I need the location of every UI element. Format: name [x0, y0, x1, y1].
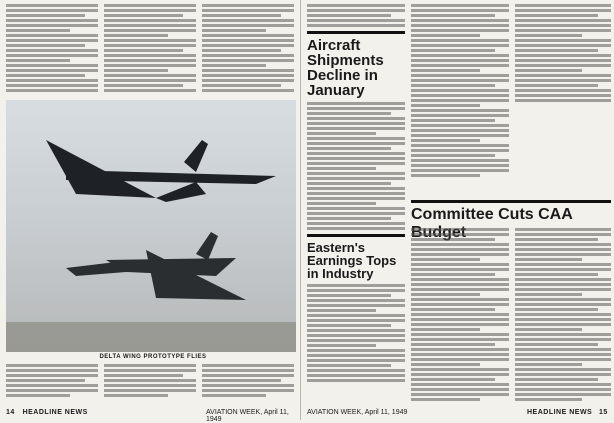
right-page-footer [307, 409, 611, 416]
article-headline-eastern: Eastern's Earnings Tops in Industry [307, 234, 405, 280]
text-column-1 [6, 4, 98, 94]
right-page [301, 0, 614, 420]
left-page-footer [6, 409, 294, 423]
budget-column-b [515, 228, 611, 403]
right-column-2 [411, 4, 509, 179]
page-number-right: 15 [599, 409, 608, 416]
publication-date: AVIATION WEEK, April 11, 1949 [206, 409, 289, 423]
publication-date-right: AVIATION WEEK, April 11, 1949 [307, 409, 408, 416]
lower-delta-aircraft [66, 232, 246, 300]
caption-column-3 [202, 364, 294, 399]
article-headline-shipments: Aircraft Shipments Decline in January [307, 31, 405, 98]
delta-wing-aircraft-photo [6, 100, 296, 352]
caption-column-1 [6, 364, 98, 399]
upper-delta-aircraft [46, 140, 276, 202]
budget-column-a [411, 228, 509, 403]
caption-column-2 [104, 364, 196, 399]
text-column-2 [104, 4, 196, 94]
aircraft-illustration [6, 100, 296, 352]
right-column-1 [307, 4, 405, 384]
left-page [0, 0, 301, 423]
section-name: HEADLINE NEWS [22, 409, 88, 416]
text-column-3 [202, 4, 294, 94]
photo-caption-title: DELTA WING PROTOTYPE FLIES [99, 354, 207, 360]
article-headline-caa-budget: Committee Cuts CAA [411, 206, 573, 223]
section-name-right: HEADLINE NEWS [527, 409, 593, 416]
page-number: 14 [6, 409, 15, 416]
right-column-3 [515, 4, 611, 104]
